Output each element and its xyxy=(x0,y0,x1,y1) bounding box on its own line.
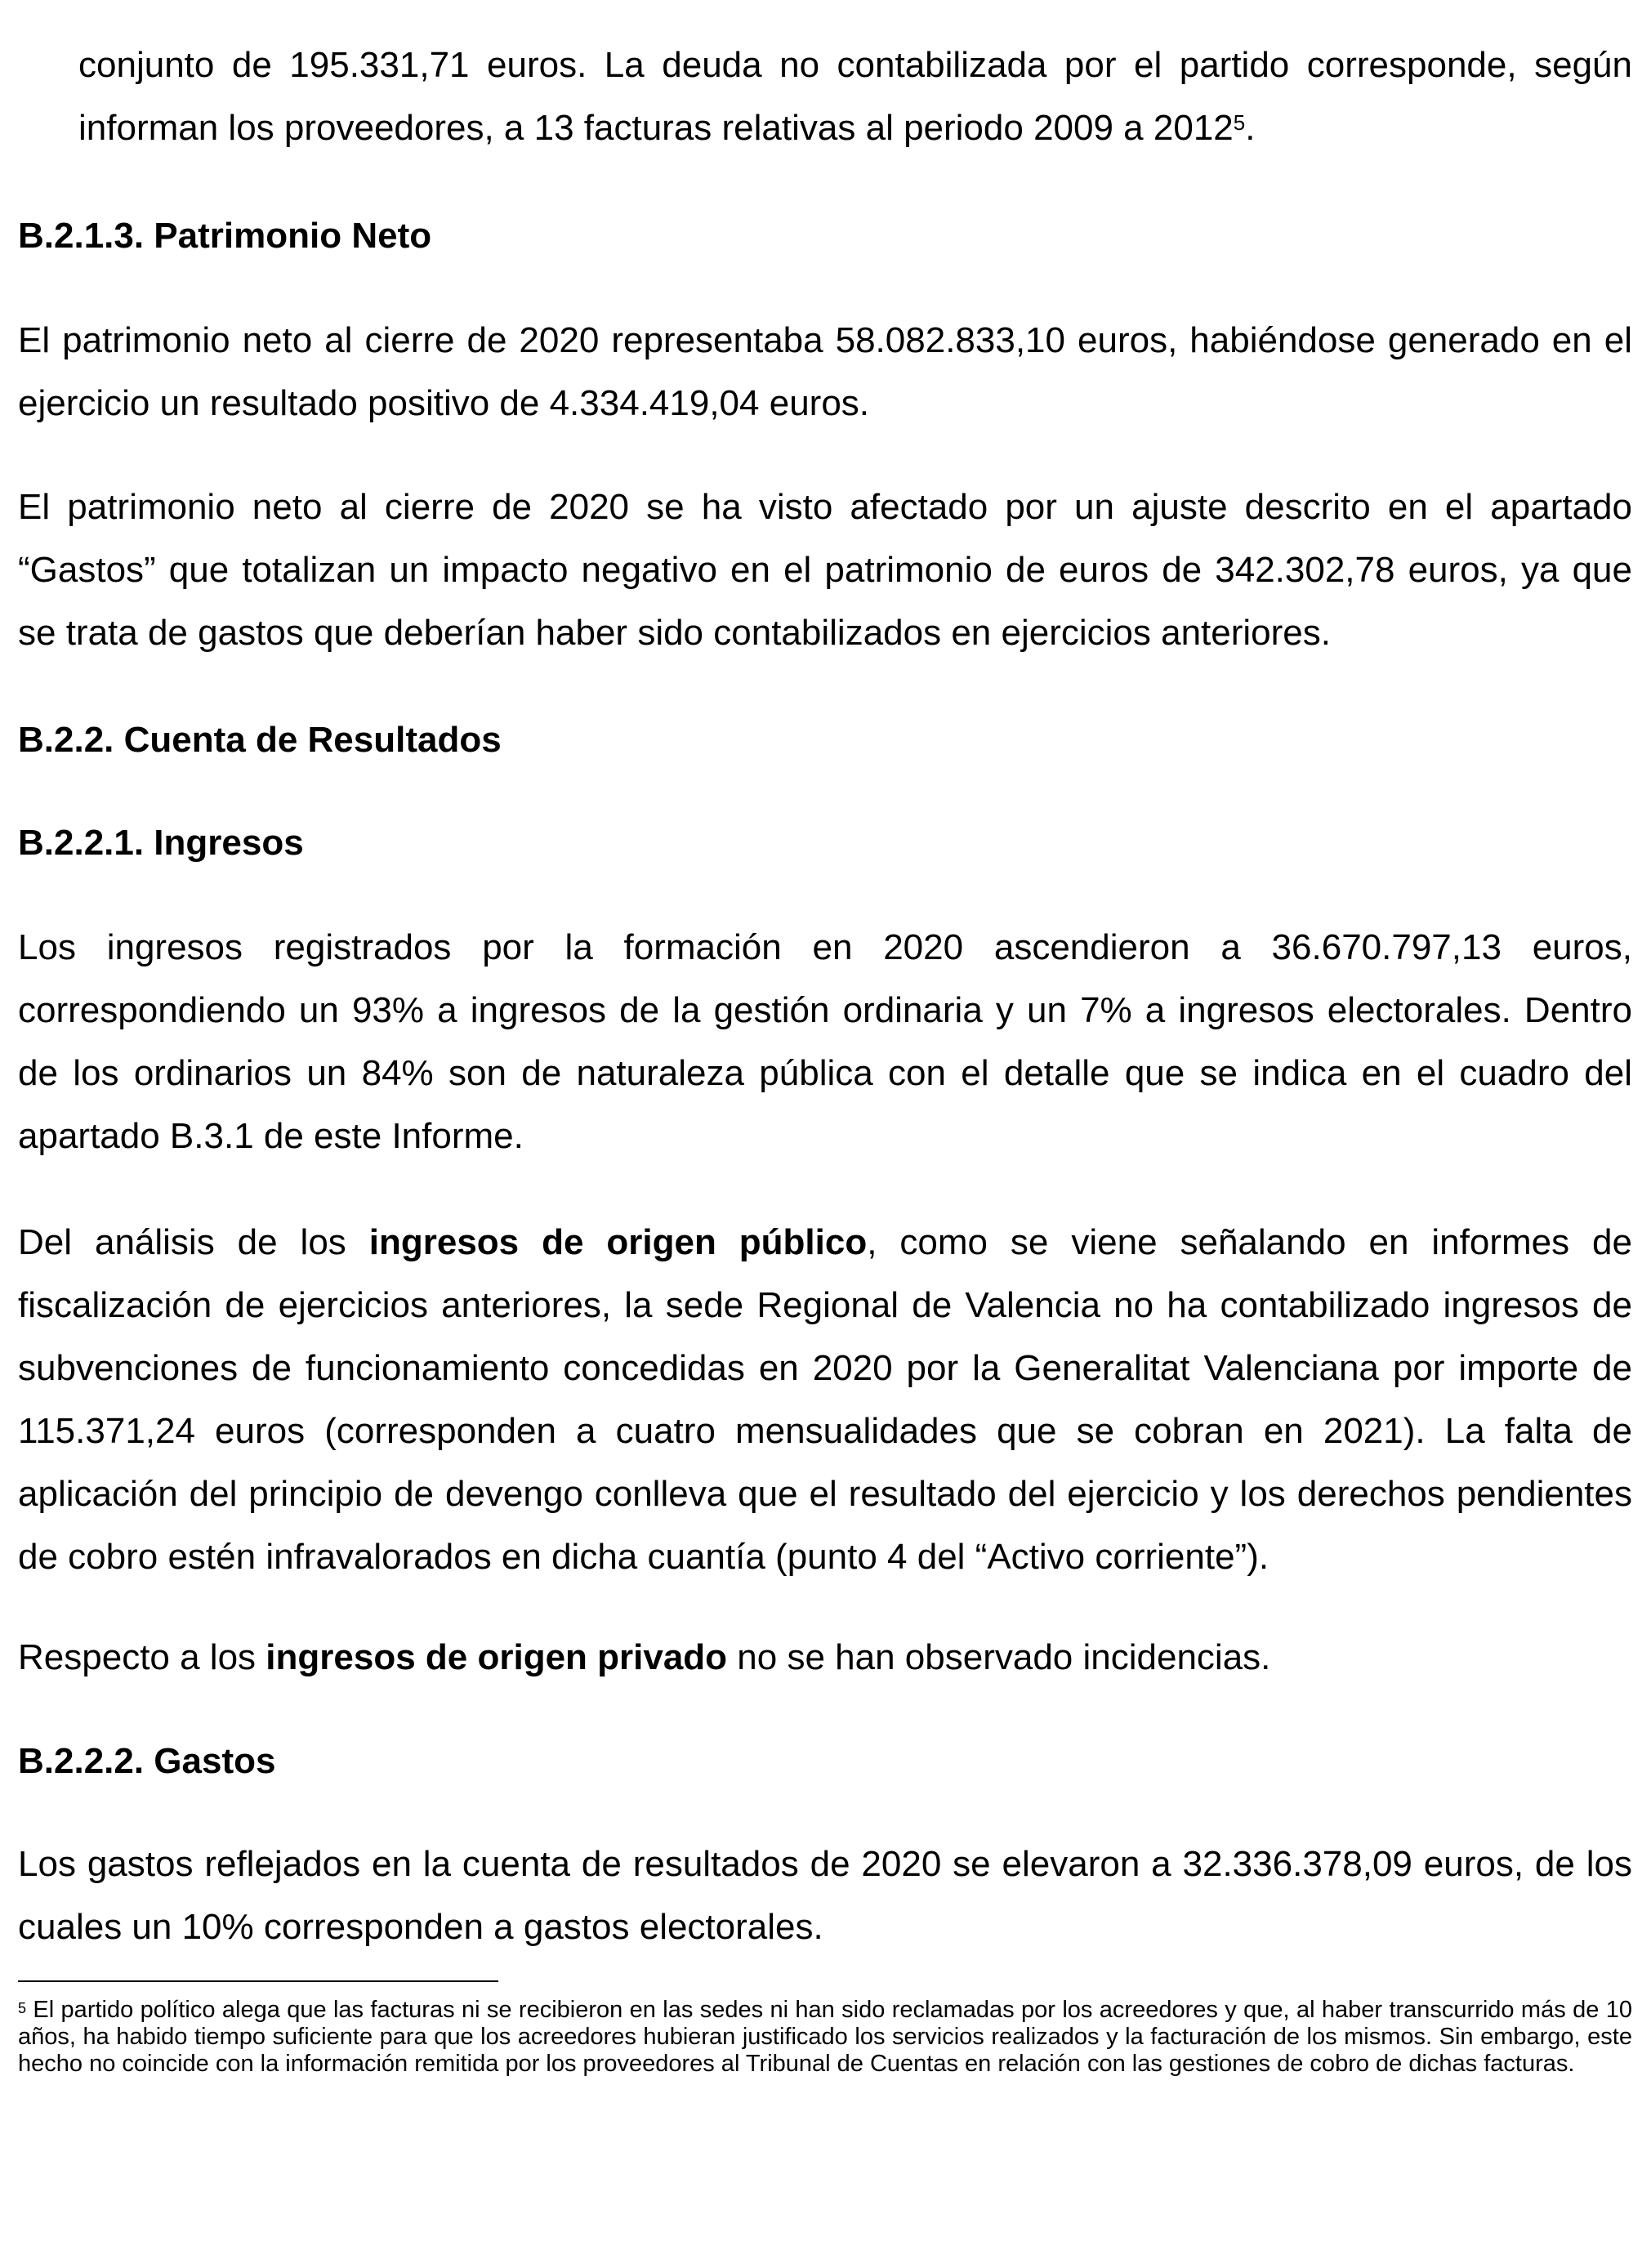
footnote-text: El partido político alega que las facturas ni se recibieron en las sedes ni han sido reclamadas por los acreedores y que, al haber transcurrido más de 10 años, ha habido tiempo suficiente para que los acreedores hubieran justificado los servicios realizados y la facturación de los mismos. Sin embargo, este hecho no coincide con la información remitida por los proveedores al Tribunal de Cuentas en relación con las gestiones de cobro de dichas facturas. xyxy=(18,1997,1632,2077)
paragraph-ingresos-1: Los ingresos registrados por la formación en 2020 ascendieron a 36.670.797,13 euros, correspondiendo un 93% a ingresos de la gestión ordinaria y un 7% a ingresos electorales. Dentro de los ordinarios un 84% son de naturaleza pública con el detalle que se indica en el cuadro del apartado B.3.1 de este Informe. xyxy=(18,927,1632,1156)
paragraph-patrimonio-2: El patrimonio neto al cierre de 2020 se ha visto afectado por un ajuste descrito en el apartado “Gastos” que totalizan un impacto negativo en el patrimonio de euros de 342.302,78 euros, ya que se trata de gastos que deberían haber sido contabilizados en ejercicios anteriores. xyxy=(18,487,1632,653)
heading-b2221: B.2.2.1. Ingresos xyxy=(18,823,304,863)
paragraph-ingresos-2-pre: Del análisis de los xyxy=(18,1222,369,1262)
paragraph-carryover-text: conjunto de 195.331,71 euros. La deuda no contabilizada por el partido corresponde, según informan los proveedores, a 13 facturas relativas al periodo 2009 a 2012 xyxy=(78,45,1632,148)
heading-b2113: B.2.1.3. Patrimonio Neto xyxy=(18,216,432,256)
paragraph-patrimonio-1: El patrimonio neto al cierre de 2020 representaba 58.082.833,10 euros, habiéndose generado en el ejercicio un resultado positivo de 4.334.419,04 euros. xyxy=(18,320,1632,423)
document-page xyxy=(18,0,1632,2268)
footnote-number: 5 xyxy=(18,2000,27,2016)
footnote-separator xyxy=(18,1980,498,1982)
footnote-ref-5[interactable]: 5 xyxy=(1233,110,1246,135)
heading-b2222: B.2.2.2. Gastos xyxy=(18,1741,276,1781)
paragraph-ingresos-3 xyxy=(18,1626,1632,1689)
paragraph-ingresos-3-pre: Respecto a los xyxy=(18,1637,266,1677)
footnote-5 xyxy=(18,1997,1632,2078)
paragraph-ingresos-3-bold: ingresos de origen privado xyxy=(265,1637,728,1677)
paragraph-ingresos-2-bold: ingresos de origen público xyxy=(368,1222,868,1262)
paragraph-carryover xyxy=(78,33,1632,159)
paragraph-gastos-1: Los gastos reflejados en la cuenta de resultados de 2020 se elevaron a 32.336.378,09 euros, de los cuales un 10% corresponden a gastos electorales. xyxy=(18,1844,1632,1947)
paragraph-carryover-tail: . xyxy=(1245,108,1256,148)
heading-b222: B.2.2. Cuenta de Resultados xyxy=(18,720,502,760)
paragraph-ingresos-2 xyxy=(18,1211,1632,1588)
paragraph-ingresos-3-post: no se han observado incidencias. xyxy=(727,1637,1271,1677)
paragraph-ingresos-2-post: , como se viene señalando en informes de fiscalización de ejercicios anteriores, la sede Regional de Valencia no ha contabilizado ingresos de subvenciones de funcionamiento concedidas en 2020 por la Generalitat Valenciana por importe de 115.371,24 euros (corresponden a cuatro mensualidades que se cobran en 2021). La falta de aplicación del principio de devengo conlleva que el resultado del ejercicio y los derechos pendientes de cobro estén infravalorados en dicha cuantía (punto 4 del “Activo corriente”). xyxy=(18,1222,1633,1577)
